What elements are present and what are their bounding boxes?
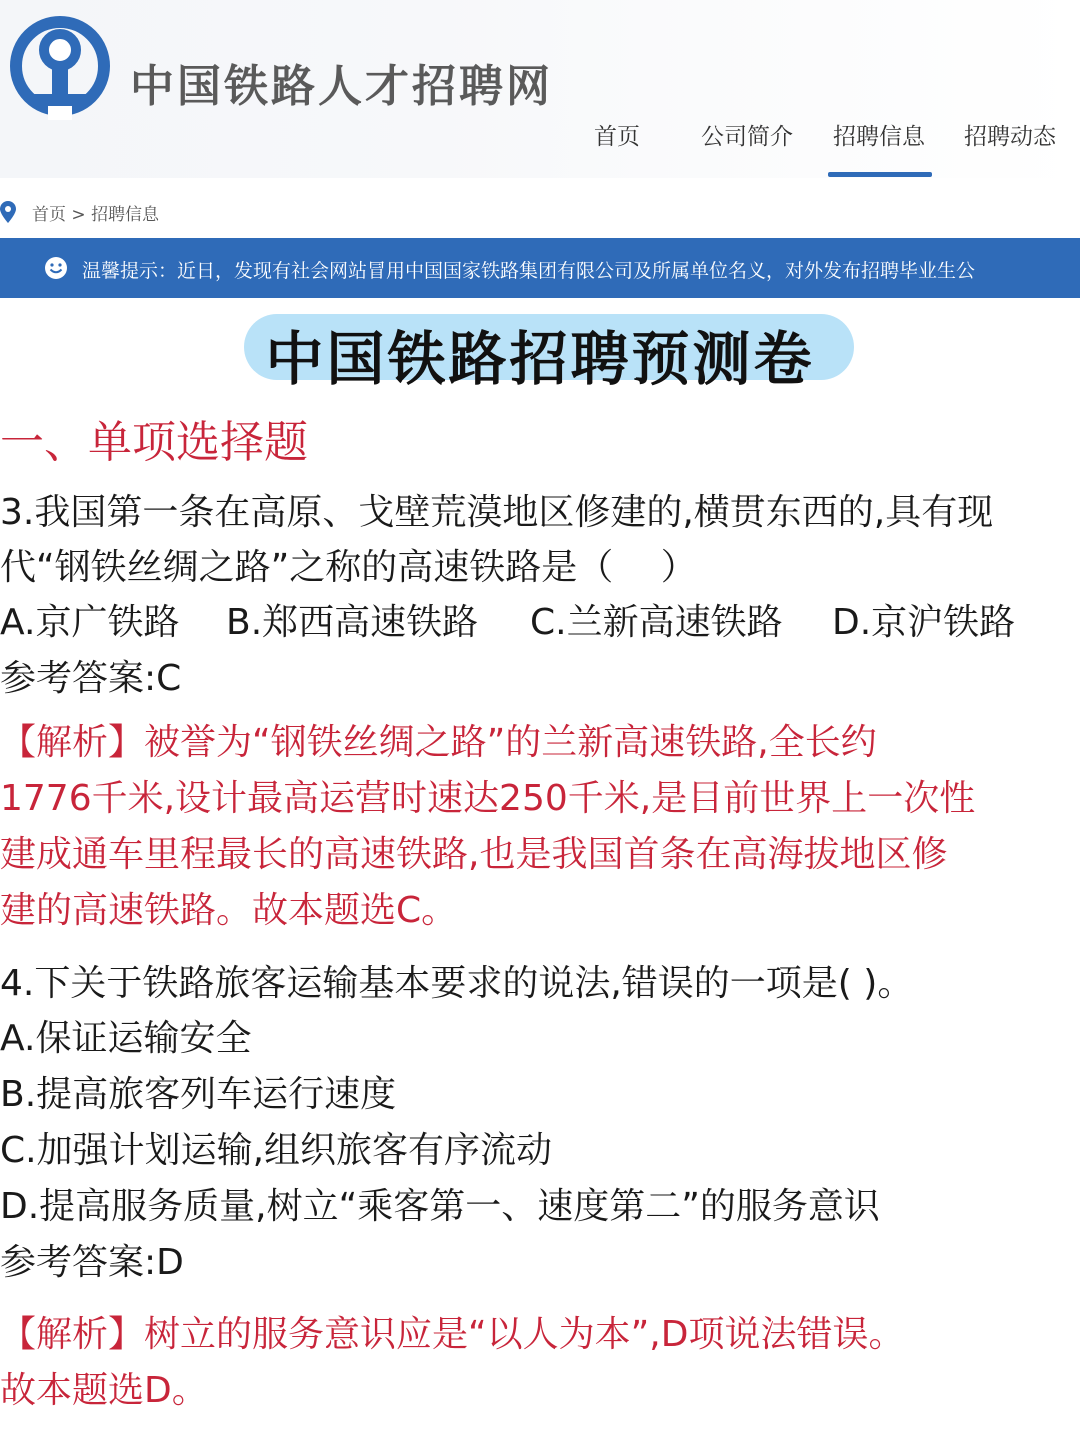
q3-stem-line-2: 代“钢铁丝绸之路”之称的高速铁路是（ ） [0, 547, 697, 588]
q3-analysis-line-2: 1776千米,设计最高运营时速达250千米,是目前世界上一次性 [0, 778, 976, 819]
q3-analysis-line-1: 【解析】被誉为“钢铁丝绸之路”的兰新高速铁路,全长约 [0, 722, 877, 763]
notice-text[interactable]: 温馨提示：近日，发现有社会网站冒用中国国家铁路集团有限公司及所属单位名义，对外发布招聘毕业生公 [82, 260, 976, 282]
breadcrumb-trail [32, 200, 159, 225]
exam-title-banner [0, 306, 1080, 393]
breadcrumb [0, 195, 1080, 229]
q4-stem: 4.下关于铁路旅客运输基本要求的说法,错误的一项是( )。 [0, 963, 914, 1004]
q4-answer: 参考答案:D [0, 1242, 184, 1283]
location-pin-icon [0, 201, 16, 223]
q4-analysis-line-2: 故本题选D。 [0, 1370, 208, 1411]
notice-bar [0, 238, 1080, 298]
q3-stem-line-1: 3.我国第一条在高原、戈壁荒漠地区修建的,横贯东西的,具有现 [0, 492, 994, 533]
main-nav [0, 118, 1080, 178]
exam-title: 中国铁路招聘预测卷 [265, 325, 815, 393]
breadcrumb-home[interactable]: 首页 [32, 205, 66, 225]
nav-active-indicator [828, 172, 932, 177]
nav-home[interactable]: 首页 [594, 124, 640, 150]
q3-analysis-line-3: 建成通车里程最长的高速铁路,也是我国首条在高海拔地区修 [0, 834, 948, 875]
breadcrumb-separator: > [71, 205, 86, 225]
china-railway-logo-icon[interactable] [8, 14, 112, 124]
q4-option-b: B.提高旅客列车运行速度 [0, 1074, 397, 1115]
q4-option-d: D.提高服务质量,树立“乘客第一、速度第二”的服务意识 [0, 1186, 880, 1227]
q3-option-a: A.京广铁路 [0, 602, 180, 643]
nav-recruitment-info[interactable]: 招聘信息 [833, 124, 925, 150]
q4-option-c: C.加强计划运输,组织旅客有序流动 [0, 1130, 553, 1171]
q3-option-d: D.京沪铁路 [832, 602, 1016, 643]
breadcrumb-current[interactable]: 招聘信息 [91, 205, 160, 225]
section-title: 一、单项选择题 [0, 417, 308, 468]
q4-option-a: A.保证运输安全 [0, 1018, 252, 1059]
site-header [0, 0, 1080, 178]
nav-company-intro[interactable]: 公司简介 [701, 124, 793, 150]
site-title: 中国铁路人才招聘网 [130, 61, 553, 112]
q3-answer: 参考答案:C [0, 658, 182, 699]
nav-recruitment-news[interactable]: 招聘动态 [964, 124, 1056, 150]
q3-options [0, 594, 1080, 643]
q4-analysis-line-1: 【解析】树立的服务意识应是“以人为本”,D项说法错误。 [0, 1314, 905, 1355]
smile-icon [44, 256, 68, 280]
q3-option-c: C.兰新高速铁路 [530, 602, 783, 643]
q3-option-b: B.郑西高速铁路 [226, 602, 479, 643]
q3-analysis-line-4: 建的高速铁路。故本题选C。 [0, 890, 458, 931]
